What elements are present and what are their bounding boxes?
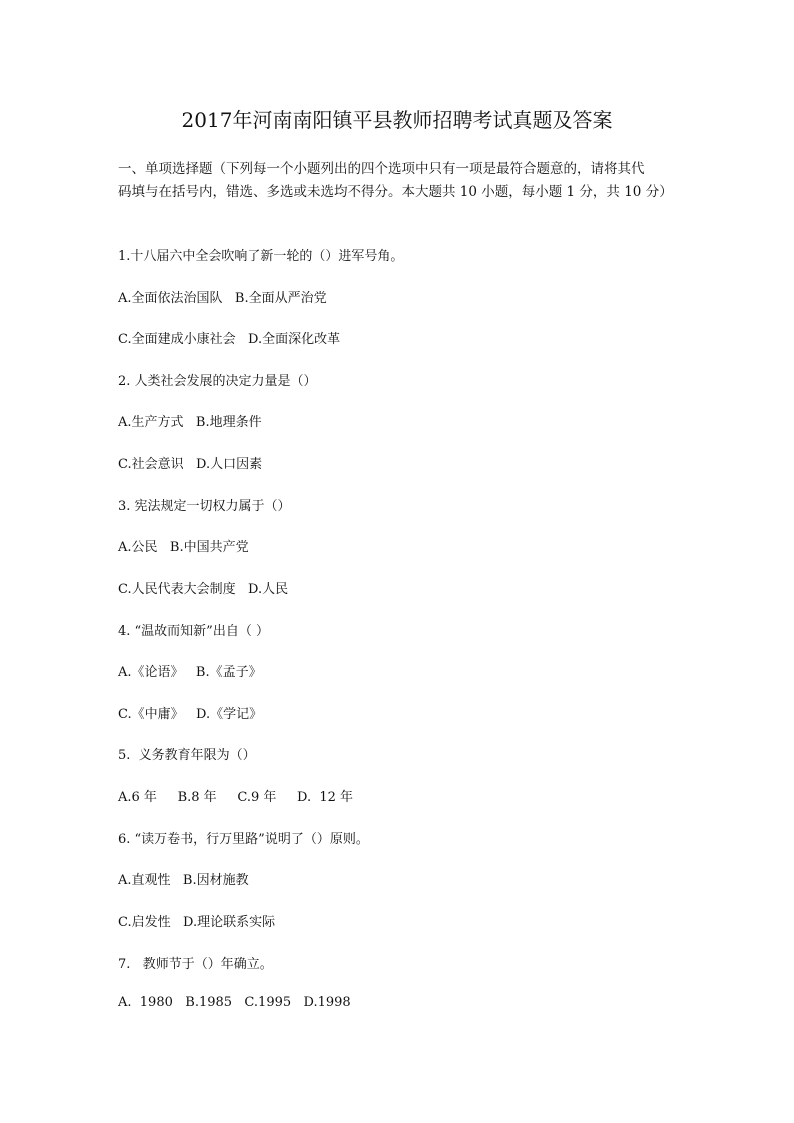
question-1-stem: 1.十八届六中全会吹响了新一轮的（）进军号角。 xyxy=(118,249,404,264)
document-title: 2017年河南南阳镇平县教师招聘考试真题及答案 xyxy=(181,108,613,132)
question-3-stem: 3. 宪法规定一切权力属于（） xyxy=(118,499,291,514)
question-1-options-cd: C.全面建成小康社会 D.全面深化改革 xyxy=(118,332,341,347)
section-intro xyxy=(118,158,698,204)
question-6-options-cd: C.启发性 D.理论联系实际 xyxy=(118,915,276,930)
question-6-options-ab: A.直观性 B.因材施教 xyxy=(118,873,249,888)
question-3-options-ab: A.公民 B.中国共产党 xyxy=(118,540,249,555)
question-6-stem: 6. “读万卷书，行万里路”说明了（）原则。 xyxy=(118,832,369,847)
question-4-options-cd: C.《中庸》 D.《学记》 xyxy=(118,707,263,722)
question-3-options-cd: C.人民代表大会制度 D.人民 xyxy=(118,582,289,597)
question-4-stem: 4. “温故而知新”出自（ ） xyxy=(118,624,269,639)
question-4-options-ab: A.《论语》 B.《孟子》 xyxy=(118,665,262,680)
question-5-stem: 5. 义务教育年限为（） xyxy=(118,748,256,763)
section-intro-line-1: 一、单项选择题（下列每一个小题列出的四个选项中只有一项是最符合题意的，请将其代 xyxy=(118,161,645,177)
question-7-stem: 7. 教师节于（）年确立。 xyxy=(118,957,273,972)
section-intro-line-2: 码填与在括号内，错选、多选或未选均不得分。本大题共 10 小题，每小题 1 分，共 10 分） xyxy=(118,184,673,200)
question-5-options: A.6 年 B.8 年 C.9 年 D. 12 年 xyxy=(118,790,354,805)
question-2-options-ab: A.生产方式 B.地理条件 xyxy=(118,415,262,430)
question-1-options-ab: A.全面依法治国队 B.全面从严治党 xyxy=(118,291,327,306)
question-2-stem: 2. 人类社会发展的决定力量是（） xyxy=(118,374,317,389)
question-2-options-cd: C.社会意识 D.人口因素 xyxy=(118,457,263,472)
question-7-options: A. 1980 B.1985 C.1995 D.1998 xyxy=(118,995,351,1010)
